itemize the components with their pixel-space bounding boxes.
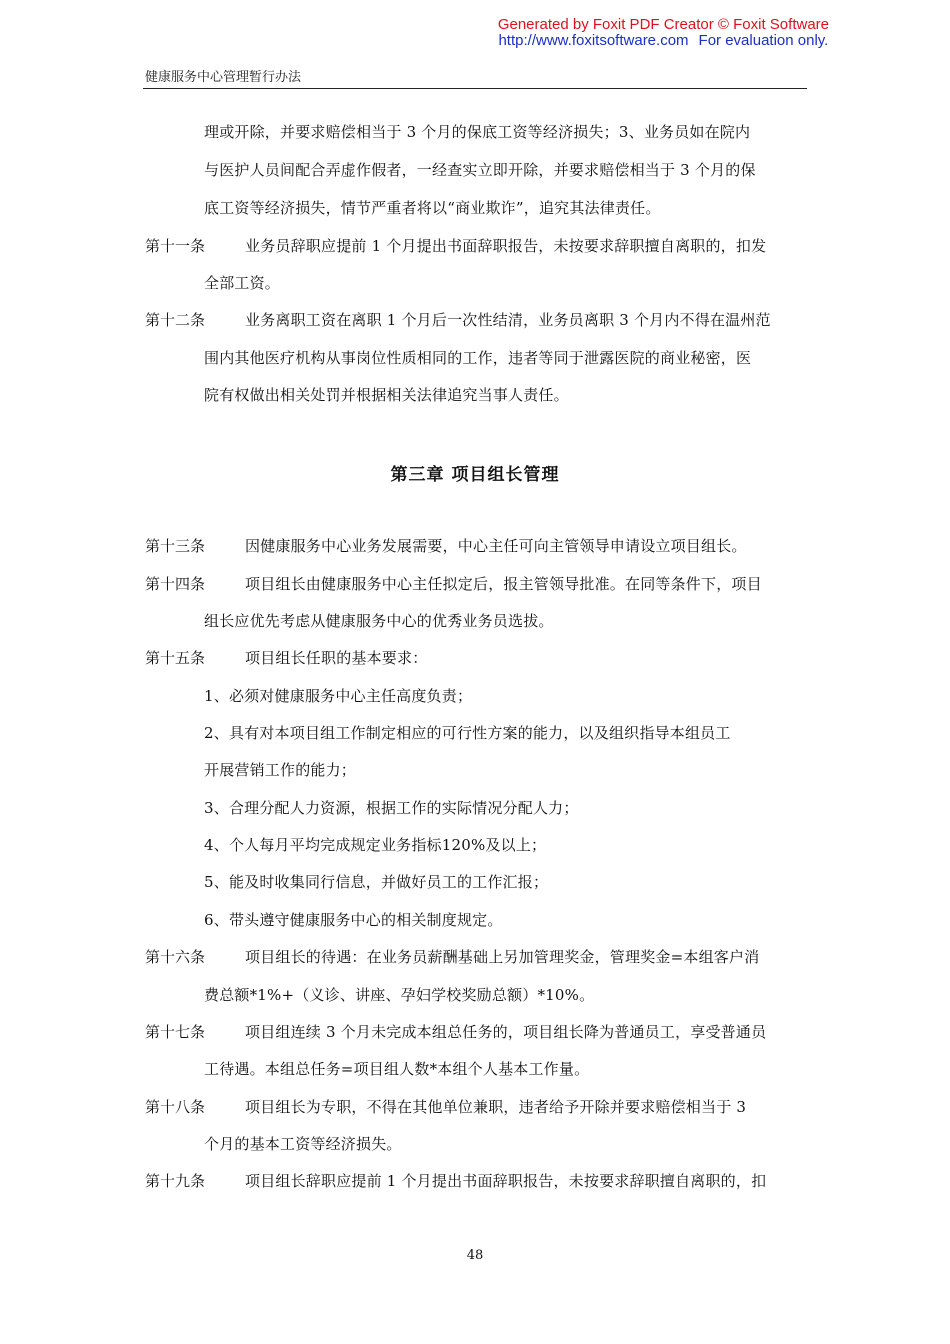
chapter-title: 第三章 项目组长管理 <box>390 465 560 485</box>
body-line: 业务离职工资在离职 1 个月后一次性结清，业务员离职 3 个月内不得在温州范 <box>245 311 771 329</box>
body-line: 项目组长的待遇：在业务员薪酬基础上另加管理奖金，管理奖金=本组客户消 <box>245 948 760 966</box>
article-number: 第十一条 <box>145 237 206 255</box>
list-item: 5、能及时收集同行信息，并做好员工的工作汇报； <box>204 873 549 891</box>
body-line: 费总额*1%+（义诊、讲座、孕妇学校奖励总额）*10%。 <box>204 986 595 1004</box>
body-line: 因健康服务中心业务发展需要，中心主任可向主管领导申请设立项目组长。 <box>245 537 747 555</box>
watermark-url[interactable]: http://www.foxitsoftware.com <box>498 32 689 49</box>
running-header: 健康服务中心管理暂行办法 <box>145 70 302 85</box>
list-item: 4、个人每月平均完成规定业务指标120%及以上； <box>204 836 547 854</box>
article-number: 第十八条 <box>145 1098 206 1116</box>
list-item: 开展营销工作的能力； <box>204 761 357 779</box>
list-item: 1、必须对健康服务中心主任高度负责； <box>204 687 473 705</box>
article-number: 第十三条 <box>145 537 206 555</box>
body-line: 项目组连续 3 个月未完成本组总任务的，项目组长降为普通员工，享受普通员 <box>245 1023 767 1041</box>
body-line: 底工资等经济损失，情节严重者将以“商业欺诈”，追究其法律责任。 <box>204 199 661 217</box>
body-line: 项目组长由健康服务中心主任拟定后，报主管领导批准。在同等条件下，项目 <box>245 575 762 593</box>
body-line: 工待遇。本组总任务=项目组人数*本组个人基本工作量。 <box>204 1060 590 1078</box>
body-line: 业务员辞职应提前 1 个月提出书面辞职报告，未按要求辞职擅自离职的，扣发 <box>245 237 767 255</box>
article-number: 第十七条 <box>145 1023 206 1041</box>
body-line: 理或开除，并要求赔偿相当于 3 个月的保底工资等经济损失；3、业务员如在院内 <box>204 123 751 141</box>
body-line: 项目组长任职的基本要求： <box>245 649 428 667</box>
watermark-generated-by: Generated by Foxit PDF Creator © Foxit Software <box>497 16 829 33</box>
watermark-url-line <box>498 33 829 49</box>
list-item: 3、合理分配人力资源，根据工作的实际情况分配人力； <box>204 799 579 817</box>
header-divider <box>143 88 807 89</box>
body-line: 与医护人员间配合弄虚作假者，一经查实立即开除，并要求赔偿相当于 3 个月的保 <box>204 161 756 179</box>
body-line: 个月的基本工资等经济损失。 <box>204 1135 402 1153</box>
body-line: 围内其他医疗机构从事岗位性质相同的工作，违者等同于泄露医院的商业秘密，医 <box>204 349 752 367</box>
list-item: 2、具有对本项目组工作制定相应的可行性方案的能力，以及组织指导本组员工 <box>204 724 731 742</box>
article-number: 第十五条 <box>145 649 206 667</box>
list-item: 6、带头遵守健康服务中心的相关制度规定。 <box>204 911 503 929</box>
page-number: 48 <box>466 1248 484 1263</box>
foxit-watermark <box>498 17 829 49</box>
article-number: 第十四条 <box>145 575 206 593</box>
article-number: 第十九条 <box>145 1172 206 1190</box>
article-number: 第十二条 <box>145 311 206 329</box>
watermark-evaluation-note: For evaluation only. <box>698 32 829 49</box>
body-line: 全部工资。 <box>204 274 281 292</box>
body-line: 项目组长为专职，不得在其他单位兼职，违者给予开除并要求赔偿相当于 3 <box>245 1098 747 1116</box>
body-line: 组长应优先考虑从健康服务中心的优秀业务员选拔。 <box>204 612 554 630</box>
article-number: 第十六条 <box>145 948 206 966</box>
body-line: 院有权做出相关处罚并根据相关法律追究当事人责任。 <box>204 386 569 404</box>
body-line: 项目组长辞职应提前 1 个月提出书面辞职报告，未按要求辞职擅自离职的，扣 <box>245 1172 767 1190</box>
